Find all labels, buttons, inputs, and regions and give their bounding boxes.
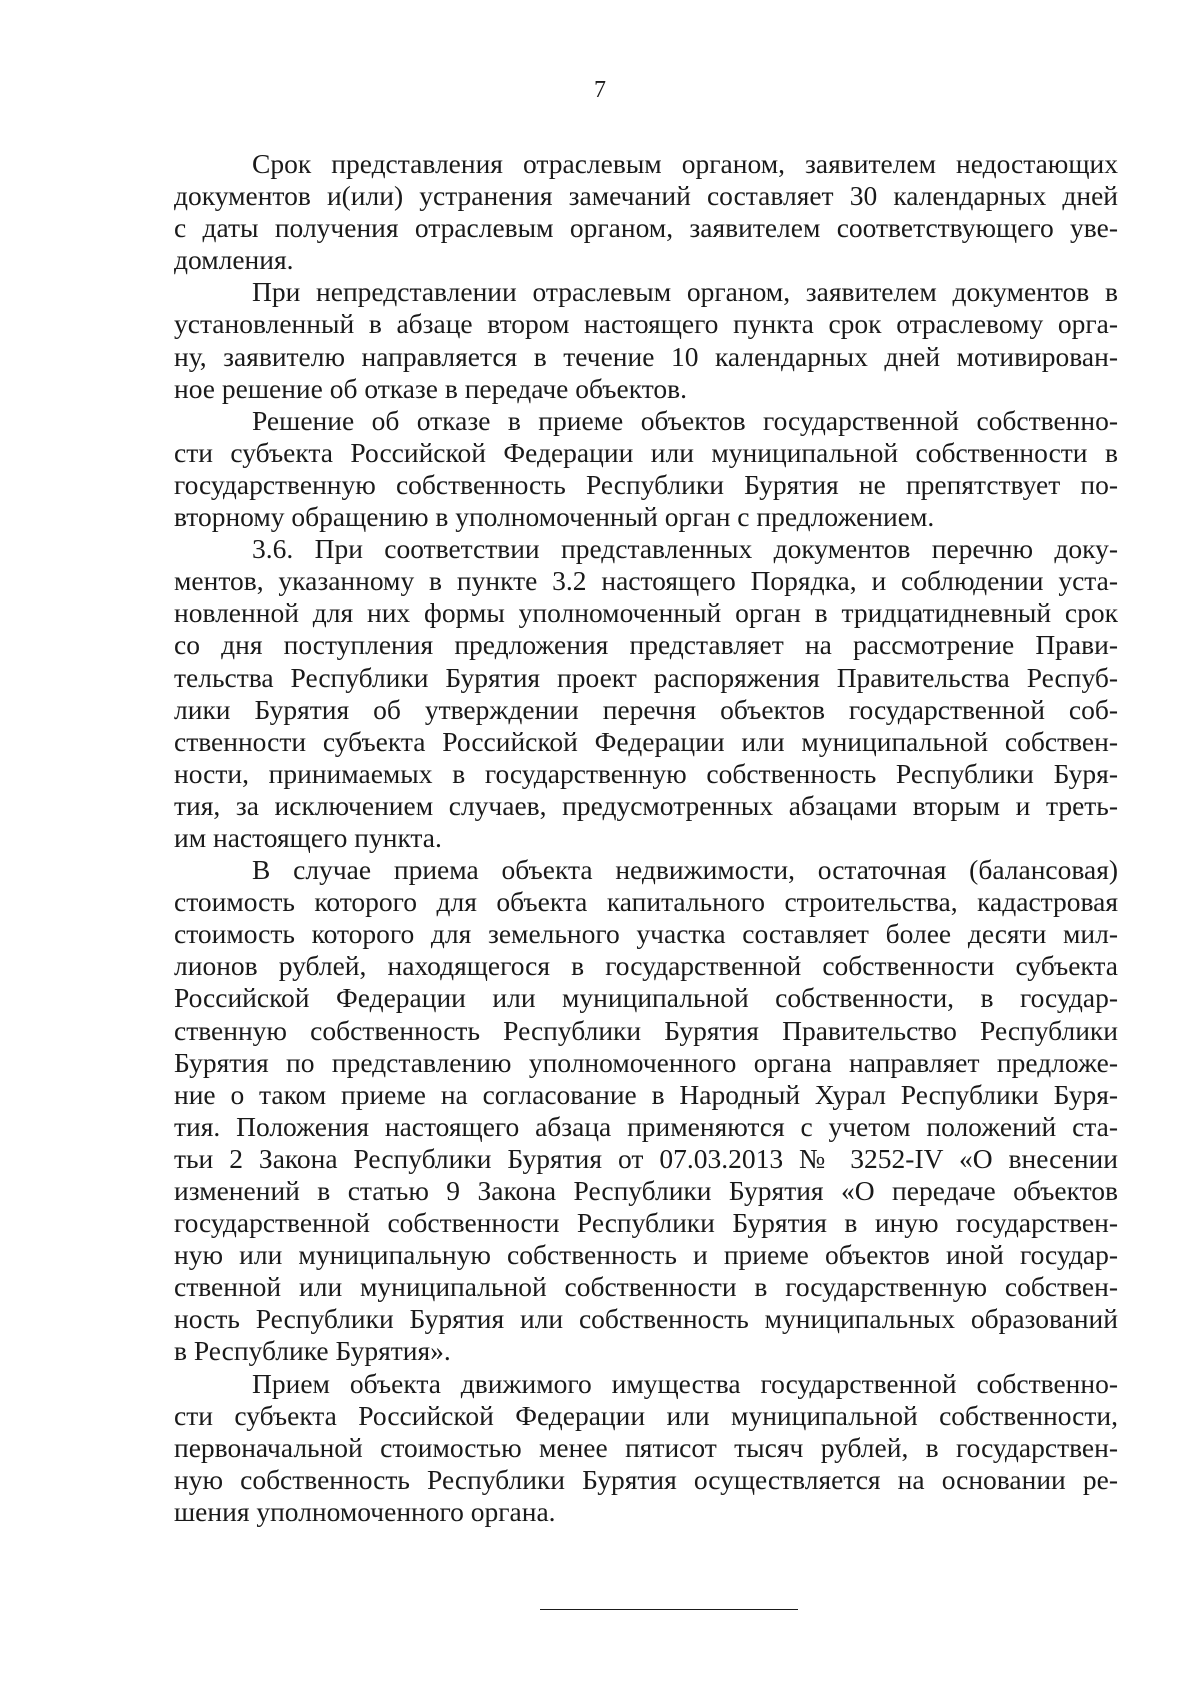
text-line: При непредставлении отраслевым органом, заявителем документов в — [252, 276, 1118, 308]
paragraph — [174, 1368, 1118, 1528]
text-line: ну, заявителю направляется в течение 10 календарных дней мотивирован- — [174, 340, 1118, 372]
text-line: лионов рублей, находящегося в государственной собственности субъекта — [174, 950, 1118, 982]
document-body — [174, 148, 1118, 1528]
text-line: ность Республики Бурятия или собственность муниципальных образований — [174, 1303, 1118, 1335]
text-line: изменений в статью 9 Закона Республики Бурятия «О передаче объектов — [174, 1175, 1118, 1206]
text-line: ную или муниципальную собственность и приеме объектов иной государ- — [174, 1239, 1118, 1271]
text-line: новленной для них формы уполномоченный орган в тридцатидневный срок — [174, 597, 1118, 629]
paragraph — [174, 854, 1118, 1368]
text-line: лики Бурятия об утверждении перечня объектов государственной соб- — [174, 693, 1118, 725]
text-line: Российской Федерации или муниципальной собственности, в государ- — [174, 982, 1118, 1014]
text-line: вторному обращению в уполномоченный орган с предложением. — [174, 501, 935, 533]
text-line: ную собственность Республики Бурятия осуществляется на основании ре- — [174, 1463, 1118, 1495]
text-line: государственную собственность Республики Бурятия не препятствует по- — [174, 468, 1118, 500]
text-line: тьи 2 Закона Республики Бурятия от 07.03.2013 № 3252-IV «О внесении — [174, 1142, 1118, 1174]
text-line: ственной или муниципальной собственности в государственную собствен- — [174, 1271, 1118, 1303]
text-line: стоимость которого для земельного участка составляет более десяти мил- — [174, 918, 1118, 950]
text-line: ственности субъекта Российской Федерации или муниципальной собствен- — [174, 725, 1118, 757]
text-line: ние о таком приеме на согласование в Народный Хурал Республики Буря- — [174, 1078, 1118, 1110]
text-line: тельства Республики Бурятия проект распоряжения Правительства Респуб- — [174, 661, 1118, 693]
text-line: тия. Положения настоящего абзаца применяются с учетом положений ста- — [174, 1110, 1118, 1142]
text-line: им настоящего пункта. — [174, 821, 442, 853]
text-line: в Республике Бурятия». — [174, 1335, 451, 1367]
paragraph — [174, 148, 1118, 276]
text-line: ментов, указанному в пункте 3.2 настоящего Порядка, и соблюдении уста- — [174, 565, 1118, 597]
text-line: Решение об отказе в приеме объектов государственной собственно- — [252, 404, 1118, 436]
text-line: В случае приема объекта недвижимости, остаточная (балансовая) — [252, 854, 1118, 886]
text-line: Срок представления отраслевым органом, заявителем недостающих — [252, 148, 1118, 179]
text-line: домления. — [174, 244, 294, 276]
text-line: государственной собственности Республики Бурятия в иную государствен- — [174, 1207, 1118, 1239]
text-line: сти субъекта Российской Федерации или муниципальной собственности в — [174, 436, 1118, 468]
text-line: ное решение об отказе в передаче объектов. — [174, 372, 687, 404]
text-line: 3.6. При соответствии представленных документов перечню доку- — [252, 533, 1118, 565]
text-line: сти субъекта Российской Федерации или муниципальной собственности, — [174, 1399, 1118, 1431]
end-of-text-rule — [540, 1609, 798, 1610]
page-number: 7 — [594, 77, 606, 103]
text-line: ственную собственность Республики Бурятия Правительство Республики — [174, 1014, 1118, 1046]
paragraph — [174, 533, 1118, 854]
text-line: тия, за исключением случаев, предусмотренных абзацами вторым и треть- — [174, 789, 1118, 821]
text-line: Бурятия по представлению уполномоченного органа направляет предложе- — [174, 1046, 1118, 1078]
text-line: с даты получения отраслевым органом, заявителем соответствующего уве- — [174, 212, 1118, 244]
text-line: со дня поступления предложения представляет на рассмотрение Прави- — [174, 629, 1118, 661]
text-line: первоначальной стоимостью менее пятисот тысяч рублей, в государствен- — [174, 1431, 1118, 1463]
text-line: стоимость которого для объекта капитального строительства, кадастровая — [174, 886, 1118, 918]
paragraph — [174, 405, 1118, 533]
text-line: документов и(или) устранения замечаний составляет 30 календарных дней — [174, 180, 1118, 212]
text-line: установленный в абзаце втором настоящего пункта срок отраслевому орга- — [174, 308, 1118, 340]
text-line: ности, принимаемых в государственную собственность Республики Буря- — [174, 757, 1118, 789]
text-line: Прием объекта движимого имущества государственной собственно- — [252, 1367, 1118, 1399]
text-line: шения уполномоченного органа. — [174, 1495, 556, 1527]
paragraph — [174, 276, 1118, 404]
